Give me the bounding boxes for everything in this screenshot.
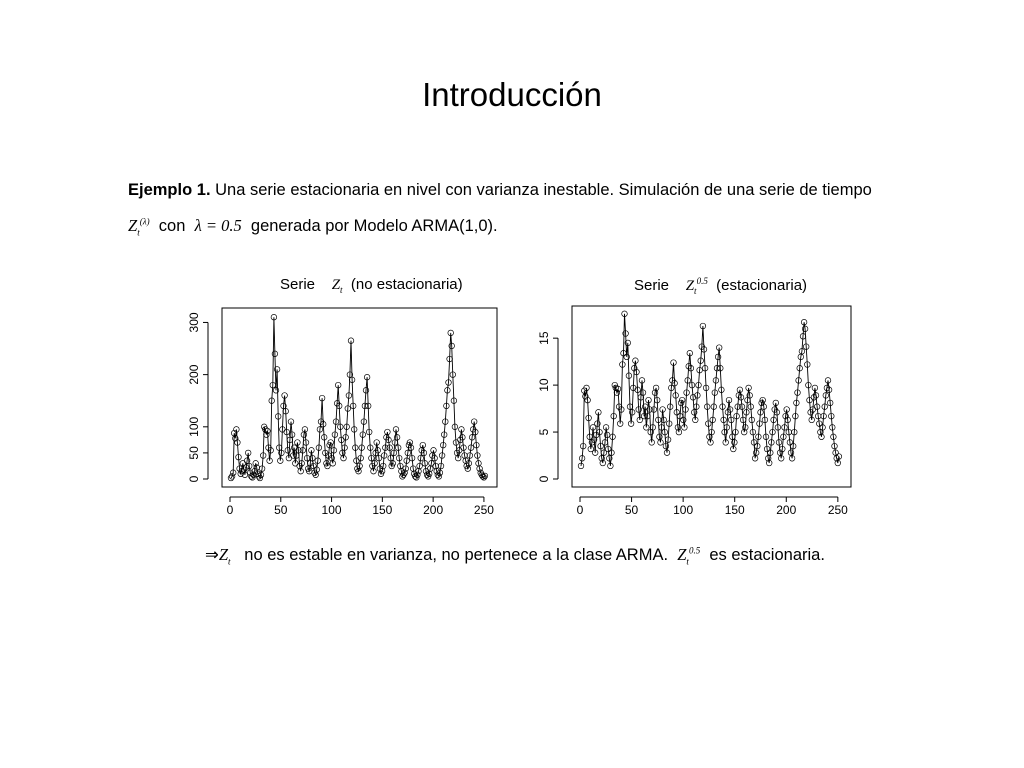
conclusion-line bbox=[205, 545, 825, 566]
y-tick-label: 300 bbox=[187, 312, 201, 333]
conclusion-text-1: no es estable en varianza, no pertenece a la clase ARMA. bbox=[244, 546, 669, 564]
model-text: generada por Modelo ARMA(1,0). bbox=[250, 217, 498, 235]
slide-title: Introducción bbox=[422, 76, 602, 113]
x-tick-label: 200 bbox=[776, 503, 797, 517]
x-tick-label: 150 bbox=[724, 503, 745, 517]
y-tick-label: 5 bbox=[537, 428, 551, 436]
y-tick-label: 50 bbox=[187, 446, 201, 460]
x-tick-label: 150 bbox=[372, 503, 393, 517]
x-tick-label: 100 bbox=[673, 503, 694, 517]
x-tick-label: 0 bbox=[576, 503, 584, 517]
x-tick-label: 0 bbox=[226, 503, 234, 517]
x-tick-label: 250 bbox=[827, 503, 848, 517]
zt-symbol: $Z_t$ bbox=[218, 545, 231, 567]
implies-symbol: ⇒ bbox=[205, 545, 219, 564]
x-tick-label: 100 bbox=[321, 503, 342, 517]
example-text: Una serie estacionaria en nivel con varianza inestable. Simulación de una serie de tiempo bbox=[210, 181, 872, 199]
conclusion-text-2: es estacionaria. bbox=[709, 546, 825, 564]
y-tick-label: 100 bbox=[187, 416, 201, 437]
right-chart-title: Serie $Z_t^{0.5}$ (estacionaria) bbox=[634, 276, 808, 296]
zt-05-symbol: $Z_t^{0.5}$ bbox=[677, 545, 701, 567]
left-chart bbox=[187, 308, 497, 517]
y-tick-label: 200 bbox=[187, 364, 201, 385]
right-chart bbox=[537, 306, 851, 517]
lambda-value: λ = 0.5 bbox=[194, 216, 242, 235]
zt-lambda-symbol: $Z_t^{(\lambda)}$ bbox=[128, 216, 150, 238]
x-tick-label: 50 bbox=[624, 503, 639, 517]
y-tick-label: 15 bbox=[537, 331, 551, 345]
left-chart-title: Serie $Z_t$ (no estacionaria) bbox=[280, 276, 463, 295]
y-tick-label: 10 bbox=[537, 378, 551, 392]
x-tick-label: 200 bbox=[423, 503, 444, 517]
series-line bbox=[231, 317, 485, 478]
x-tick-label: 250 bbox=[473, 503, 494, 517]
con-word: con bbox=[158, 217, 186, 235]
y-tick-label: 0 bbox=[537, 475, 551, 483]
y-tick-label: 0 bbox=[187, 475, 201, 483]
example-label: Ejemplo 1. bbox=[128, 181, 211, 199]
x-tick-label: 50 bbox=[274, 503, 288, 517]
